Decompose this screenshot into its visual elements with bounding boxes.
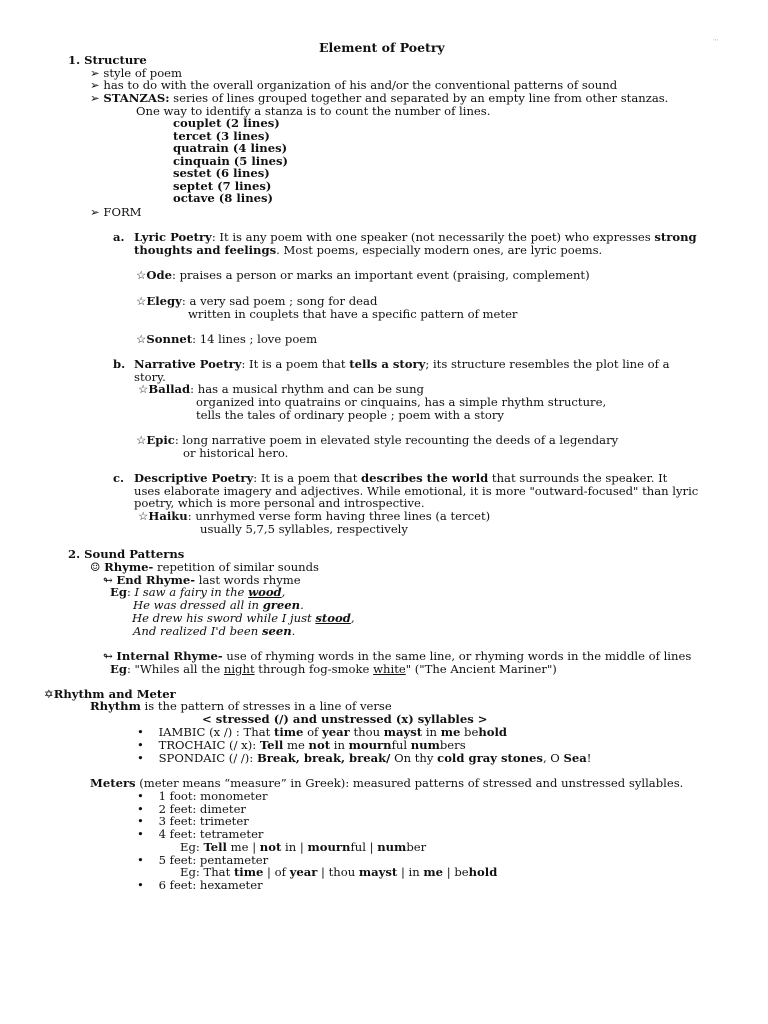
corner-mark: ••• bbox=[713, 38, 719, 42]
stanza-type: octave (8 lines) bbox=[173, 191, 274, 205]
bullet-dot-icon: • bbox=[137, 751, 159, 765]
hook-arrow-icon: ↬ bbox=[103, 573, 117, 587]
foot-item: • 1 foot: monometer bbox=[137, 789, 268, 803]
tetrameter-example: Eg: Tell me | not in | mournful | number bbox=[180, 840, 427, 854]
lyric-line-2: thoughts and feelings. Most poems, especially modern ones, are lyric poems. bbox=[134, 243, 603, 257]
elegy-line-2: written in couplets that have a specific pattern of meter bbox=[188, 307, 518, 321]
hook-arrow-icon: ↬ bbox=[103, 649, 117, 663]
section-structure-heading: 1. Structure bbox=[68, 53, 147, 67]
arrow-bullet-icon: ➢ bbox=[90, 66, 104, 80]
page-title: Element of Poetry bbox=[319, 40, 445, 55]
star-outline-icon: ☆ bbox=[136, 332, 147, 346]
bullet-dot-icon: • bbox=[137, 878, 159, 892]
poem-line-3: He drew his sword while I just stood, bbox=[132, 611, 355, 625]
narrative-line-2: story. bbox=[134, 370, 166, 384]
stanza-type: sestet (6 lines) bbox=[173, 166, 270, 180]
stanza-type: quatrain (4 lines) bbox=[173, 141, 288, 155]
stanzas-line: ➢ STANZAS: series of lines grouped together and separated by an empty line from other stanzas. bbox=[90, 91, 669, 105]
bullet-dot-icon: • bbox=[137, 725, 159, 739]
trochaic-line: • TROCHAIC (/ x): Tell me not in mournful numbers bbox=[137, 738, 466, 752]
foot-item: • 2 feet: dimeter bbox=[137, 802, 246, 816]
lyric-line-1: Lyric Poetry: It is any poem with one speaker (not necessarily the poet) who expresses strong bbox=[134, 230, 697, 244]
star-outline-icon: ☆ bbox=[136, 268, 147, 282]
lyric-marker: a. bbox=[113, 230, 125, 244]
rhythm-definition: Rhythm is the pattern of stresses in a line of verse bbox=[90, 699, 392, 713]
narrative-marker: b. bbox=[113, 357, 126, 371]
rhyme-line: ☺ Rhyme- repetition of similar sounds bbox=[90, 560, 319, 574]
ballad-line-2: organized into quatrains or cinquains, has a simple rhythm structure, bbox=[196, 395, 607, 409]
descriptive-line-2: uses elaborate imagery and adjectives. While emotional, it is more "outward-focused" than lyric bbox=[134, 484, 699, 498]
form-label: ➢ FORM bbox=[90, 205, 142, 219]
poem-line-4: And realized I'd been seen. bbox=[133, 624, 296, 638]
foot-item: • 6 feet: hexameter bbox=[137, 878, 263, 892]
smiley-icon: ☺ bbox=[90, 560, 105, 574]
elegy-line: ☆Elegy: a very sad poem ; song for dead bbox=[136, 294, 378, 308]
spondaic-line: • SPONDAIC (/ /): Break, break, break/ On thy cold gray stones, O Sea! bbox=[137, 751, 592, 765]
ode-line: ☆Ode: praises a person or marks an important event (praising, complement) bbox=[136, 268, 590, 282]
structure-bullet-2: ➢ has to do with the overall organization of his and/or the conventional patterns of sound bbox=[90, 78, 618, 92]
haiku-line: ☆Haiku: unrhymed verse form having three lines (a tercet) bbox=[138, 509, 491, 523]
pentameter-example: Eg: That time | of year | thou mayst | in me | behold bbox=[180, 865, 498, 879]
narrative-line-1: Narrative Poetry: It is a poem that tells a story; its structure resembles the plot line of a bbox=[134, 357, 670, 371]
foot-item: • 3 feet: trimeter bbox=[137, 814, 249, 828]
internal-rhyme-line: ↬ Internal Rhyme- use of rhyming words in the same line, or rhyming words in the middle of lines bbox=[103, 649, 692, 663]
poem-line-1: Eg: I saw a fairy in the wood, bbox=[110, 585, 286, 599]
star-outline-icon: ☆ bbox=[136, 294, 147, 308]
star-outline-icon: ☆ bbox=[138, 382, 149, 396]
section-rhythm-heading: ✡Rhythm and Meter bbox=[44, 687, 176, 701]
epic-line-2: or historical hero. bbox=[183, 446, 289, 460]
haiku-line-2: usually 5,7,5 syllables, respectively bbox=[200, 522, 408, 536]
bullet-dot-icon: • bbox=[137, 827, 159, 841]
iambic-line: • IAMBIC (x /) : That time of year thou mayst in me behold bbox=[137, 725, 507, 739]
syllables-line: < stressed (/) and unstressed (x) syllables > bbox=[202, 712, 488, 726]
bullet-dot-icon: • bbox=[137, 814, 159, 828]
stanza-type: cinquain (5 lines) bbox=[173, 154, 289, 168]
arrow-bullet-icon: ➢ bbox=[90, 78, 104, 92]
structure-bullet-1: ➢ style of poem bbox=[90, 66, 183, 80]
section-sound-heading: 2. Sound Patterns bbox=[68, 547, 185, 561]
internal-rhyme-example: Eg: "Whiles all the night through fog-smoke white" ("The Ancient Mariner") bbox=[110, 662, 557, 676]
epic-line: ☆Epic: long narrative poem in elevated style recounting the deeds of a legendary bbox=[136, 433, 619, 447]
descriptive-marker: c. bbox=[113, 471, 125, 485]
poem-line-2: He was dressed all in green. bbox=[133, 598, 304, 612]
arrow-bullet-icon: ➢ bbox=[90, 205, 104, 219]
stanzas-sub: One way to identify a stanza is to count the number of lines. bbox=[136, 104, 491, 118]
star-outline-icon: ☆ bbox=[138, 509, 149, 523]
star-outline-icon: ☆ bbox=[136, 433, 147, 447]
foot-item: • 5 feet: pentameter bbox=[137, 853, 269, 867]
bullet-dot-icon: • bbox=[137, 853, 159, 867]
ballad-line-3: tells the tales of ordinary people ; poem with a story bbox=[196, 408, 504, 422]
arrow-bullet-icon: ➢ bbox=[90, 91, 104, 105]
descriptive-line-1: Descriptive Poetry: It is a poem that describes the world that surrounds the speaker. It bbox=[134, 471, 668, 485]
stanza-type: septet (7 lines) bbox=[173, 179, 272, 193]
bullet-dot-icon: • bbox=[137, 738, 159, 752]
star-of-david-icon: ✡ bbox=[44, 687, 54, 701]
foot-item: • 4 feet: tetrameter bbox=[137, 827, 264, 841]
descriptive-line-3: poetry, which is more personal and introspective. bbox=[134, 496, 425, 510]
stanza-type: tercet (3 lines) bbox=[173, 129, 270, 143]
stanza-type: couplet (2 lines) bbox=[173, 116, 280, 130]
bullet-dot-icon: • bbox=[137, 789, 159, 803]
sonnet-line: ☆Sonnet: 14 lines ; love poem bbox=[136, 332, 318, 346]
end-rhyme-line: ↬ End Rhyme- last words rhyme bbox=[103, 573, 301, 587]
ballad-line: ☆Ballad: has a musical rhythm and can be sung bbox=[138, 382, 424, 396]
meters-definition: Meters (meter means “measure” in Greek): measured patterns of stressed and unstressed syllables. bbox=[90, 776, 684, 790]
bullet-dot-icon: • bbox=[137, 802, 159, 816]
